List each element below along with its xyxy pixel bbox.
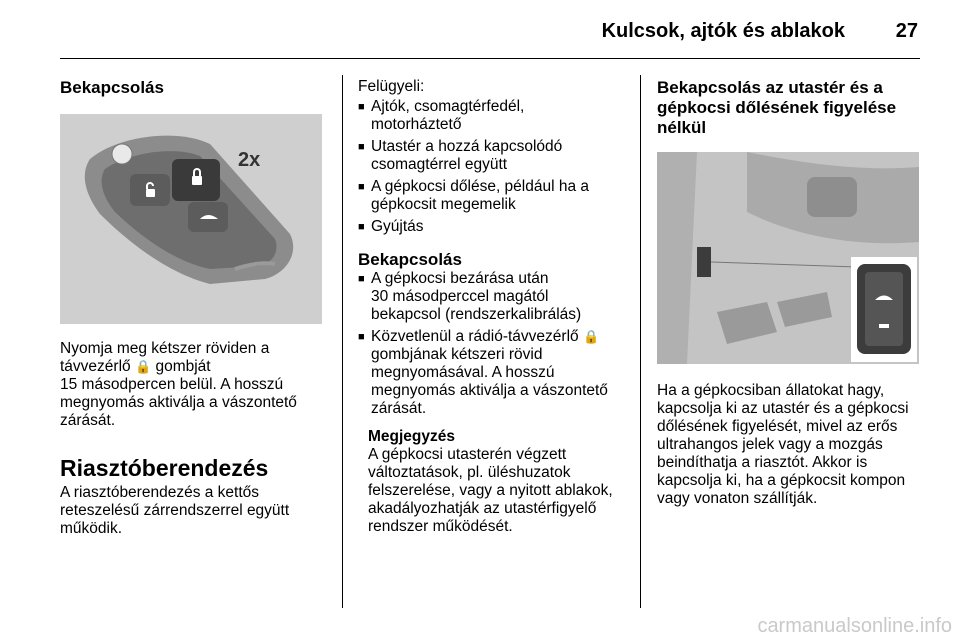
interior-switch-figure	[657, 152, 919, 364]
lock-icon: 🔒	[582, 329, 600, 344]
list-item: ■ A gépkocsi bezárása után 30 másodperccel magától bekapcsol (rendszerkalibrálás)	[358, 270, 582, 323]
section-heading-alarm: Riasztóberendezés	[60, 455, 269, 481]
note-title: Megjegyzés	[368, 428, 456, 445]
header-rule	[60, 58, 920, 59]
monitors-intro: Felügyeli:	[358, 78, 425, 95]
list-item: ■ Közvetlenül a rádió-távvezérlő 🔒 gombjának kétszeri rövid megnyomásával. A hosszú megnyomás aktiválja a vászontető zárását.	[358, 328, 608, 417]
list-item: ■ A gépkocsi dőlése, például ha a gépkocsit megemelik	[358, 178, 590, 213]
press-twice-label: 2x	[238, 149, 261, 171]
list-item: ■ Ajtók, csomagtérfedél, motorháztető	[358, 98, 525, 133]
monitors-list	[358, 98, 628, 236]
column-2	[358, 72, 628, 536]
note-text: A gépkocsi utasterén végzett változtatások, pl. üléshuzatok felszerelése, vagy a nyitott ablakok, akadályozhatják az utastérfigyelő rendszer működését.	[368, 446, 613, 535]
column-3	[657, 72, 922, 508]
section-heading-activation-2: Bekapcsolás	[358, 250, 462, 269]
page-number: 27	[895, 20, 918, 42]
section-heading-deactivation: Bekapcsolás az utastér és a gépkocsi dőlésének figyelése nélkül	[657, 78, 897, 137]
list-item: ■ Utastér a hozzá kapcsolódó csomagtérrel együtt	[358, 138, 563, 173]
activation-list	[358, 270, 628, 418]
paragraph-deactivation: Ha a gépkocsiban állatokat hagy, kapcsolja ki az utastér és a gépkocsi dőlésének figyelését, mivel az erős ultrahangos jelek vagy a mozgás beindíthatja a riasztót. Akkor is kapcsolja ki, ha a gépkocsit kompon vagy vonaton szállítják.	[657, 382, 909, 507]
column-1	[60, 72, 328, 538]
paragraph-alarm: A riasztóberendezés a kettős reteszelésű zárrendszerrel együtt működik.	[60, 484, 290, 537]
key-fob-figure	[60, 114, 322, 324]
paragraph-activation: Nyomja meg kétszer röviden a távvezérlő 🔒 gombját 15 másodpercen belül. A hosszú megnyomás aktiválja a vászontető zárását.	[60, 340, 297, 429]
lock-icon: 🔒	[134, 359, 152, 374]
watermark: carmanualsonline.info	[757, 615, 952, 637]
section-heading-activation: Bekapcsolás	[60, 78, 164, 97]
column-divider-1	[342, 75, 343, 608]
column-divider-2	[640, 75, 641, 608]
list-item: ■ Gyújtás	[358, 218, 424, 235]
note-block	[358, 428, 628, 536]
header-title: Kulcsok, ajtók és ablakok	[601, 20, 845, 42]
